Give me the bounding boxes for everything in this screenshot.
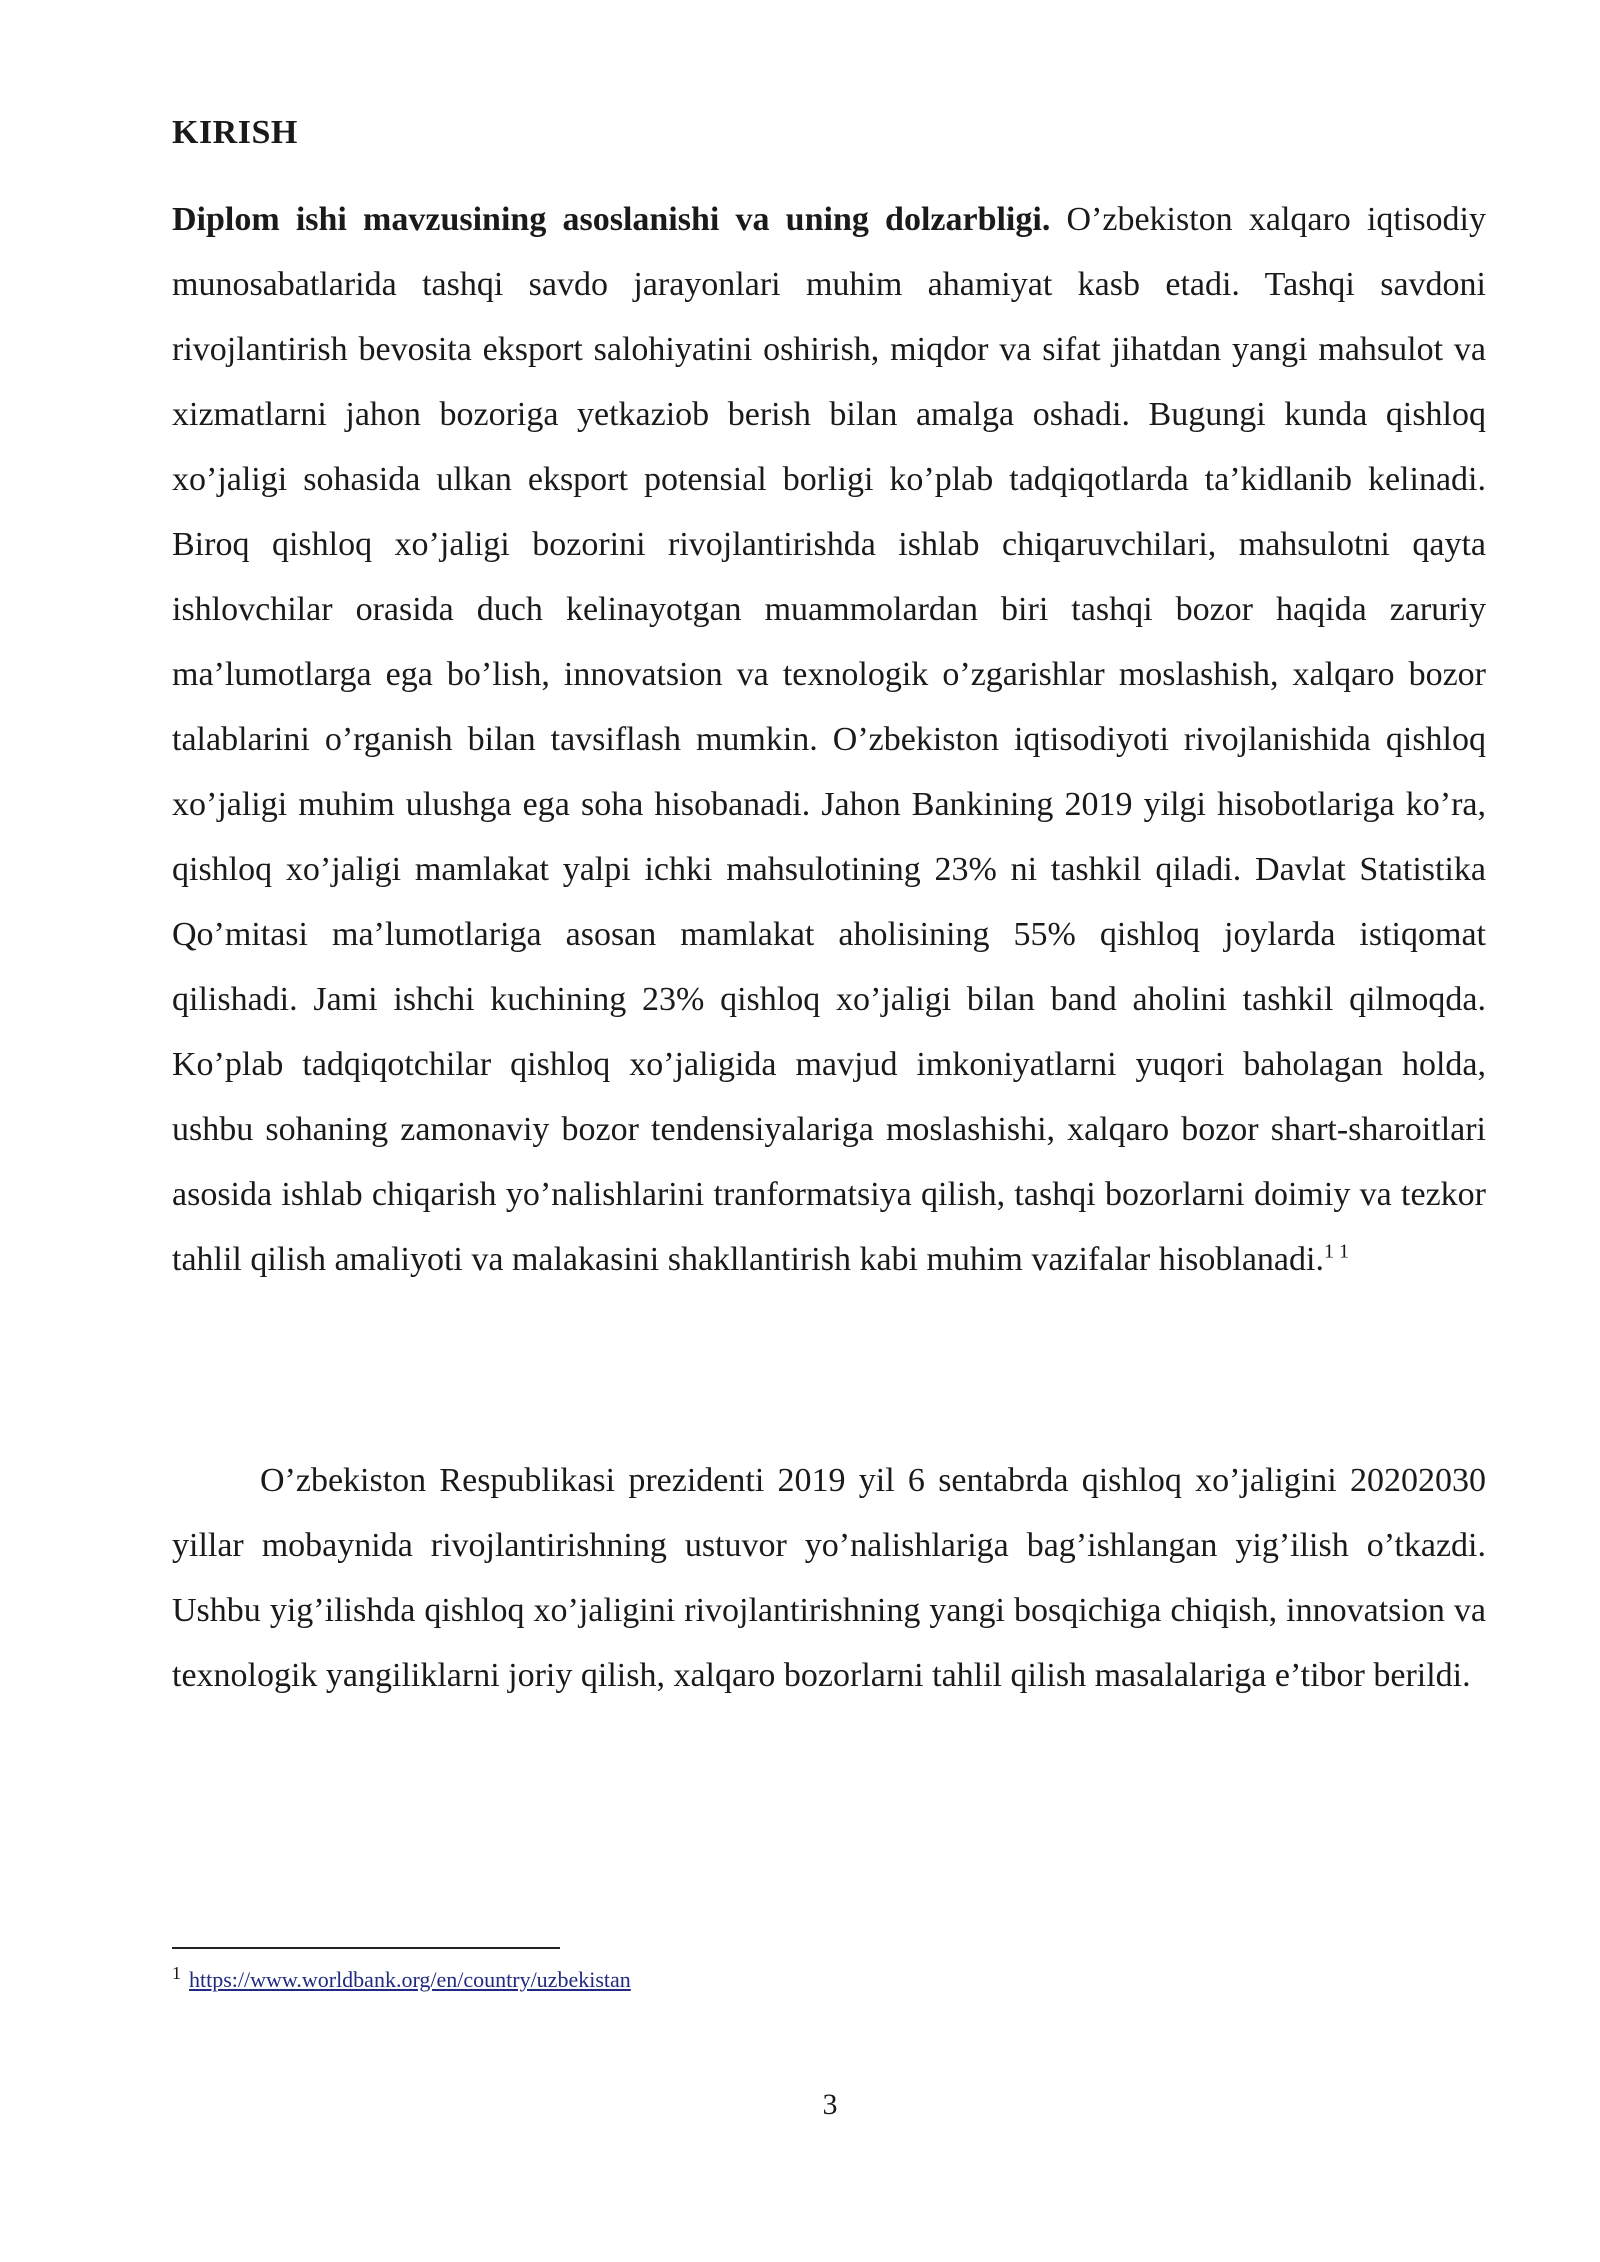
- second-paragraph: O’zbekiston Respublikasi prezidenti 2019 yil 6 sentabrda qishloq xo’jaligini 20202030 yillar mobaynida rivojlantirishning ustuvor yo’nalishlariga bag’ishlangan yig’ilish o’tkazdi. Ushbu yig’ilishda qishloq xo’jaligini rivojlantirishning yangi bosqichiga chiqish, innovatsion va texnologik yangiliklarni joriy qilish, xalqaro bozorlarni tahlil qilish masalalariga e’tibor berildi.: [172, 1462, 1486, 1694]
- footnote-reference[interactable]: 1 1: [1323, 1240, 1349, 1263]
- intro-lead-bold: Diplom ishi mavzusining asoslanishi va uning dolzarbligi.: [172, 201, 1051, 238]
- footnote: [172, 1960, 631, 2000]
- section-heading: KIRISH: [172, 114, 298, 151]
- footnote-link[interactable]: https://www.worldbank.org/en/country/uzbekistan: [189, 1967, 631, 1992]
- footnote-separator: [172, 1947, 560, 1949]
- footnote-marker: 1: [172, 1962, 181, 1983]
- intro-paragraph-text: O’zbekiston xalqaro iqtisodiy munosabatlarida tashqi savdo jarayonlari muhim ahamiyat kasb etadi. Tashqi savdoni rivojlantirish bevosita eksport salohiyatini oshirish, miqdor va sifat jihatdan yangi mahsulot va xizmatlarni jahon bozoriga yetkaziob berish bilan amalga oshadi. Bugungi kunda qishloq xo’jaligi sohasida ulkan eksport potensial borligi ko’plab tadqiqotlarda ta’kidlanib kelinadi. Biroq qishloq xo’jaligi bozorini rivojlantirishda ishlab chiqaruvchilari, mahsulotni qayta ishlovchilar orasida duch kelinayotgan muammolardan biri tashqi bozor haqida zaruriy ma’lumotlarga ega bo’lish, innovatsion va texnologik o’zgarishlar moslashish, xalqaro bozor talablarini o’rganish bilan tavsiflash mumkin. O’zbekiston iqtisodiyoti rivojlanishida qishloq xo’jaligi muhim ulushga ega soha hisobanadi. Jahon Bankining 2019 yilgi hisobotlariga ko’ra, qishloq xo’jaligi mamlakat yalpi ichki mahsulotining 23% ni tashkil qiladi. Davlat Statistika Qo’mitasi ma’lumotlariga asosan mamlakat aholisining 55% qishloq joylarda istiqomat qilishadi. Jami ishchi kuchining 23% qishloq xo’jaligi bilan band aholini tashkil qilmoqda. Ko’plab tadqiqotchilar qishloq xo’jaligida mavjud imkoniyatlarni yuqori baholagan holda, ushbu sohaning zamonaviy bozor tendensiyalariga moslashishi, xalqaro bozor shart-sharoitlari asosida ishlab chiqarish yo’nalishlarini tranformatsiya qilish, tashqi bozorlarni doimiy va tezkor tahlil qilish amaliyoti va malakasini shakllantirish kabi muhim vazifalar hisoblanadi.: [172, 201, 1486, 1278]
- page-number: 3: [822, 2088, 838, 2121]
- intro-paragraph: [172, 187, 1486, 1292]
